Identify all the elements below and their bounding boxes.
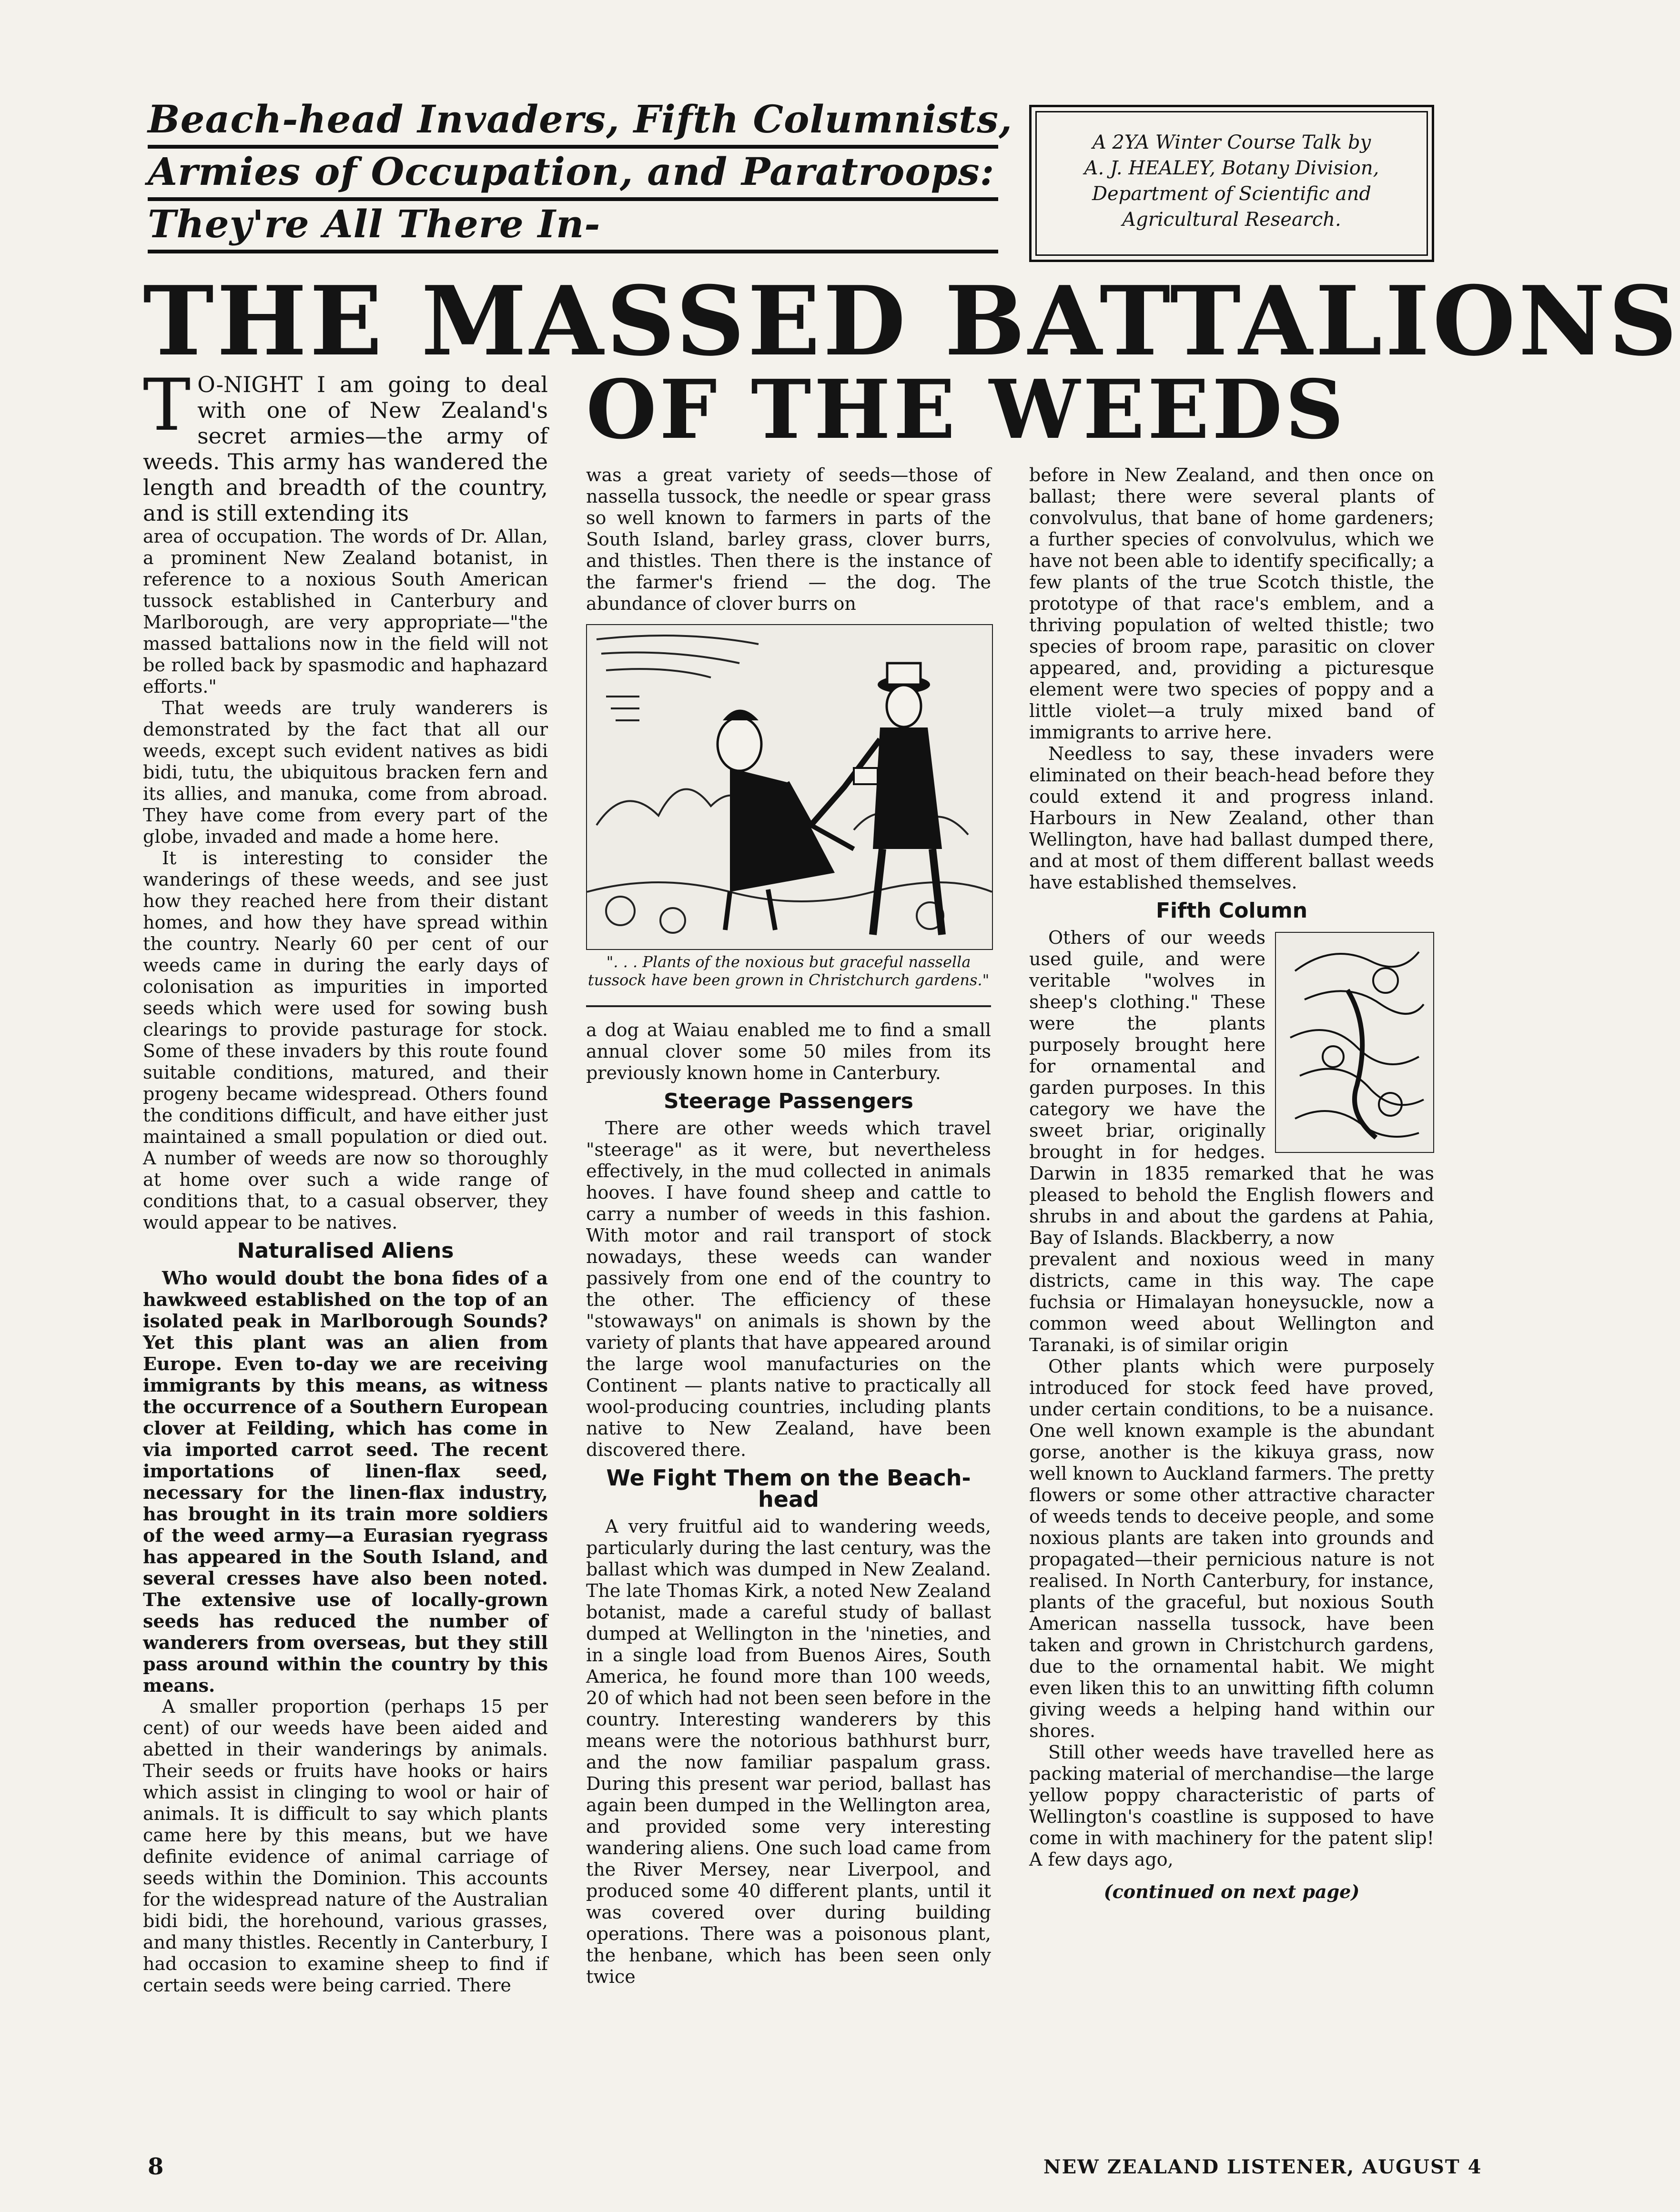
kicker-line-3: They're All There In- [148, 200, 998, 253]
credit-line-1: A 2YA Winter Course Talk by [1092, 131, 1371, 153]
credit-line-4: Agricultural Research. [1122, 209, 1341, 231]
credit-line-3: Department of Scientific and [1092, 183, 1372, 205]
paragraph: Others of our weeds used guile, and were veritable "wolves in sheep's clothing." These were the plants purposely brought here for ornamental and garden purposes. In this category we have the sweet briar, originally brought in for hedges. Darwin in 1835 remarked that he was pleased to behold the English flowers and shrubs in and about the gardens at Pahia, Bay of Islands. Blackberry, a now [1029, 927, 1434, 1248]
subheading-beach-head: We Fight Them on the Beach-head [606, 1465, 971, 1512]
page-number: 8 [148, 2153, 164, 2180]
kicker-line-2: Armies of Occupation, and Paratroops: [148, 148, 998, 201]
column-2 [586, 465, 991, 615]
paragraph: That weeds are truly wanderers is demonstrated by the fact that all our weeds, except such evident natives as bidi bidi, tutu, the ubiquitous bracken fern and its allies, and manuka, come from abroad. They have come from every part of the globe, invaded and made a home here. [143, 697, 548, 847]
subheading-naturalised-aliens: Naturalised Aliens [237, 1239, 454, 1263]
continued-note: (continued on next page) [1103, 1881, 1360, 1902]
subheading-fifth-column: Fifth Column [1155, 899, 1308, 923]
briar-sketch-icon [1276, 933, 1433, 1152]
headline-line-2: OF THE WEEDS [586, 362, 1347, 457]
headline-line-1: THE MASSED BATTALIONS [143, 265, 1680, 377]
credit-box [1029, 105, 1434, 262]
paragraph: It is interesting to consider the wanderings of these weeds, and see just how they reached here from their distant homes, and how they have spread within the country. Nearly 60 per cent of our weeds came in during the early days of colonisation as impurities in imported seeds which were used for sowing bush clearings to provide pasturage for stock. Some of these invaders by this route found suitable conditions, matured, and their progeny became widespread. Others found the conditions difficult, and have either just maintained a small population or died out. A number of weeds are now so thoroughly at home over such a wide range of conditions that, to a casual observer, they would appear to be natives. [143, 848, 548, 1233]
briar-illustration [1275, 932, 1434, 1153]
paragraph: a dog at Waiau enabled me to find a small annual clover some 50 miles from its previously known home in Canterbury. [586, 1020, 991, 1083]
paragraph: area of occupation. The words of Dr. Allan, a prominent New Zealand botanist, in reference to a noxious South American tussock established in Canterbury and Marlborough, are very appropriate—"the massed battalions now in the field will not be rolled back by spasmodic and haphazard efforts." [143, 526, 548, 697]
column-3 [1029, 465, 1434, 1902]
paragraph-bold: Who would doubt the bona fides of a hawkweed established on the top of an isolated peak in Marlborough Sounds? Yet this plant was an alien from Europe. Even to-day we are receiving immigrants by this means, as witness the occurrence of a Southern European clover at Feilding, which has come in via imported carrot seed. The recent importations of linen-flax seed, necessary for the linen-flax industry, has brought in its train more soldiers of the weed army—a Eurasian ryegrass has appeared in the South Island, and several cresses have also been noted. The extensive use of locally-grown seeds has reduced the number of wanderers from overseas, but they still pass around within the country by this means. [143, 1267, 548, 1696]
subheading-steerage-passengers: Steerage Passengers [664, 1089, 913, 1113]
kicker-line-1: Beach-head Invaders, Fifth Columnists, [148, 95, 998, 149]
paragraph: before in New Zealand, and then once on ballast; there were several plants of convolvulus, that bane of home gardeners; a further species of convolvulus, which we have not been able to identify specifically; a few plants of the true Scotch thistle, the prototype of that race's emblem, and a thriving population of welted thistle; two species of broom rape, parasitic on clover appeared, and, providing a picturesque element were two species of poppy and a little violet—a truly mixed band of immigrants to arrive here. [1029, 465, 1434, 743]
paragraph: A smaller proportion (perhaps 15 per cent) of our weeds have been aided and abetted in their wanderings by animals. Their seeds or fruits have hooks or hairs which assist in clinging to wool or hair of animals. It is difficult to say which plants came here by this means, but we have definite evidence of animal carriage of seeds within the Dominion. This accounts for the widespread nature of the Australian bidi bidi, the horehound, various grasses, and many thistles. Recently in Canterbury, I had occasion to examine sheep to find if certain seeds were being carried. There [143, 1696, 548, 1996]
paragraph: Other plants which were purposely introduced for stock feed have proved, under certain conditions, to be a nuisance. One well known example is the abundant gorse, another is the kikuya grass, now well known to Auckland farmers. The pretty flowers or some other attractive character of weeds tends to deceive people, and some noxious plants are taken into grounds and propagated—their pernicious nature is not realised. In North Canterbury, for instance, plants of the graceful, but noxious South American nassella tussock, have been taken and grown in Christchurch gardens, due to the ornamental habit. We might even liken this to an unwitting fifth column giving weeds a helping hand within our shores. [1029, 1356, 1434, 1741]
drop-cap: T [143, 364, 191, 447]
illustration-caption: ". . . Plants of the noxious but graceful nassella tussock have been grown in Christchurch gardens." [587, 953, 990, 989]
paragraph: was a great variety of seeds—those of nassella tussock, the needle or spear grass so well known to farmers in parts of the South Island, barley grass, clover burrs, and thistles. Then there is the instance of the farmer's friend — the dog. The abundance of clover burrs on [586, 465, 991, 614]
column-1 [143, 364, 548, 1996]
paragraph: Needless to say, these invaders were eliminated on their beach-head before they could extend it and progress inland. Harbours in New Zealand, other than Wellington, have had ballast dumped there, and at most of them different ballast weeds have established themselves. [1029, 743, 1434, 893]
paragraph: prevalent and noxious weed in many districts, came in this way. The cape fuchsia or Himalayan honeysuckle, now a common weed about Wellington and Taranaki, is of similar origin [1029, 1249, 1434, 1355]
column-2-continued [586, 1020, 991, 1988]
illustration-figures-icon [587, 625, 992, 949]
credit-line-2: A. J. HEALEY, Botany Division, [1084, 157, 1379, 179]
paragraph: A very fruitful aid to wandering weeds, particularly during the last century, was the ballast which was dumped in New Zealand. The late Thomas Kirk, a noted New Zealand botanist, made a careful study of ballast dumped at Wellington in the 'nineties, and in a single load from Buenos Aires, South America, he found more than 100 weeds, 20 of which had not been seen before in the country. Interesting wanderers by this means were the notorious bathhurst burr, and the now familiar paspalum grass. During this present war period, ballast has again been dumped in the Wellington area, and provided some very interesting wandering aliens. One such load came from the River Mersey, near Liverpool, and produced some 40 different plants, until it was covered over during building operations. There was a poisonous plant, the henbane, which has been seen only twice [586, 1516, 991, 1987]
paragraph: Still other weeds have travelled here as packing material of merchandise—the large yellow poppy characteristic of parts of Wellington's coastline is supposed to have come in with machinery for the patent slip! A few days ago, [1029, 1742, 1434, 1870]
caption-divider [586, 1005, 991, 1007]
lead-paragraph: O-NIGHT I am going to deal with one of New Zealand's secret armies—the army of weeds. This army has wandered the length and breadth of the country, and is still extending its [143, 372, 548, 526]
publication-footer: NEW ZEALAND LISTENER, AUGUST 4 [1043, 2156, 1482, 2178]
garden-illustration [586, 624, 993, 950]
paragraph: There are other weeds which travel "steerage" as it were, but nevertheless effectively, in the mud collected in animals hooves. I have found sheep and cattle to carry a number of weeds in this fashion. With motor and rail transport of stock nowadays, these weeds can wander passively from one end of the country to the other. The efficiency of these "stowaways" on animals is shown by the variety of plants that have appeared around the large wool manufacturies on the Continent — plants native to practically all wool-producing countries, including plants native to New Zealand, have been discovered there. [586, 1118, 991, 1460]
